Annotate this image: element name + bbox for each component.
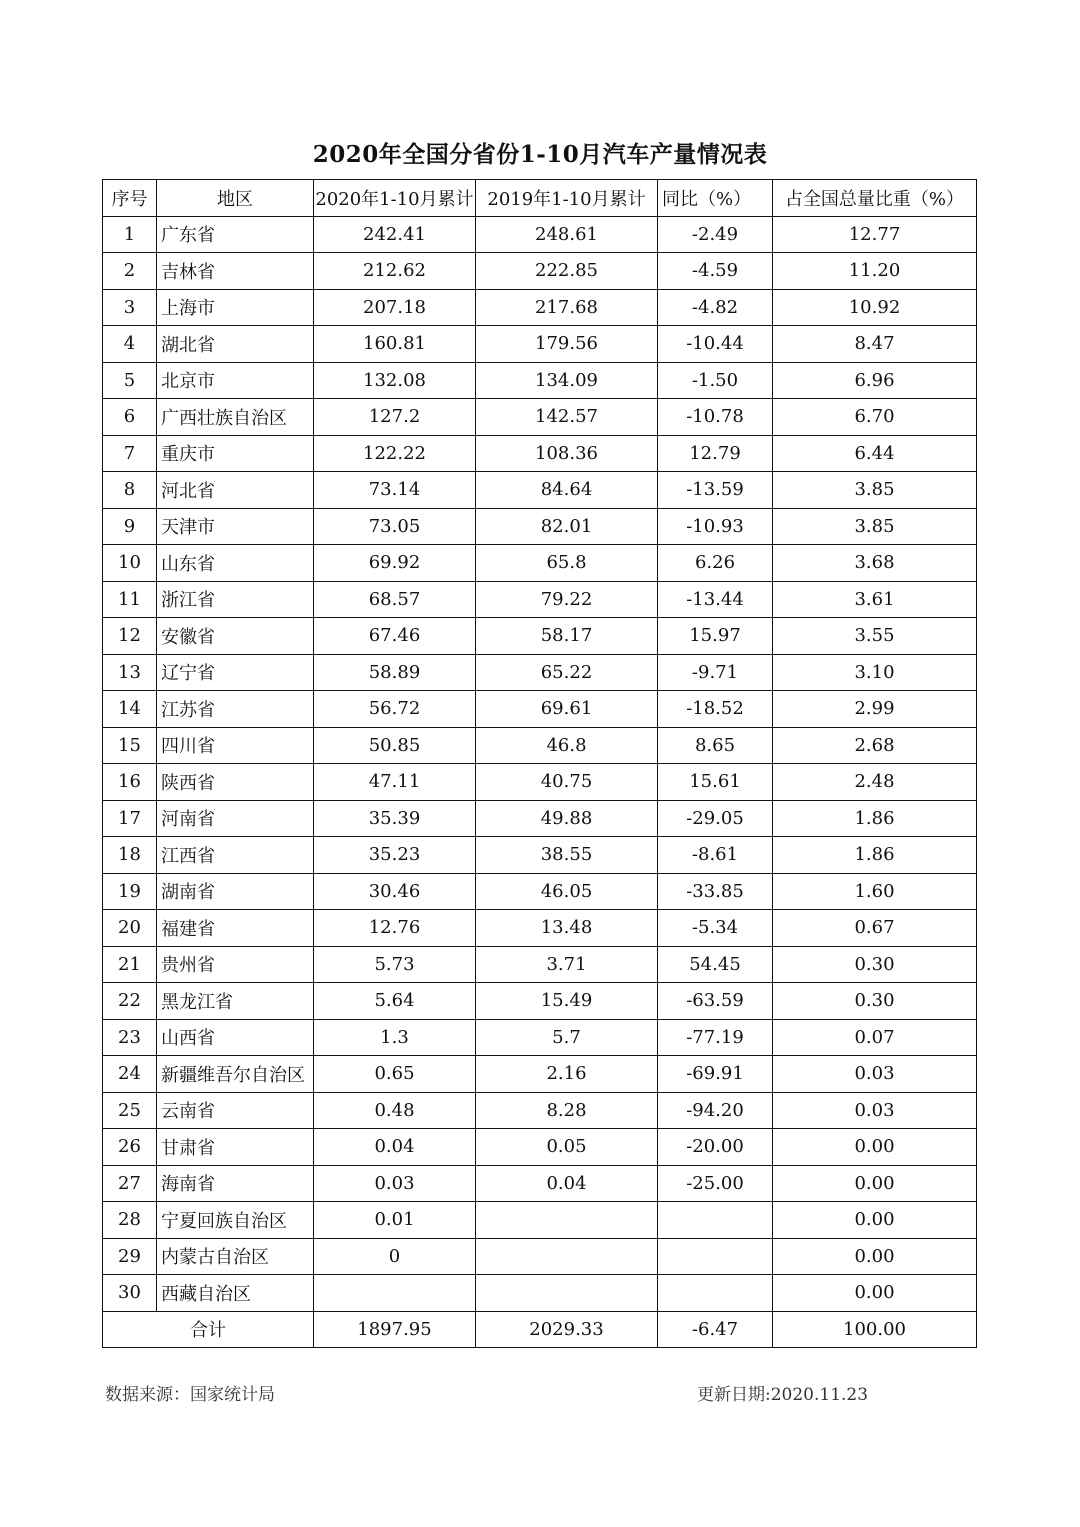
header-region: 地区 (157, 180, 314, 217)
cell-share: 0.30 (773, 946, 977, 983)
cell-index: 26 (103, 1129, 157, 1166)
cell-index: 17 (103, 800, 157, 837)
cell-index: 5 (103, 362, 157, 399)
cell-index: 19 (103, 873, 157, 910)
cell-index: 29 (103, 1238, 157, 1275)
table-row (103, 1056, 977, 1093)
update-date: 更新日期:2020.11.23 (697, 1385, 869, 1405)
cell-yoy: -4.59 (658, 253, 773, 290)
data-source: 数据来源：国家统计局 (105, 1385, 275, 1405)
cell-yoy: 15.61 (658, 764, 773, 801)
cell-2020: 68.57 (314, 581, 476, 618)
total-yoy: -6.47 (658, 1311, 773, 1348)
cell-index: 24 (103, 1056, 157, 1093)
total-2020: 1897.95 (314, 1311, 476, 1348)
cell-yoy: -69.91 (658, 1056, 773, 1093)
cell-2020: 122.22 (314, 435, 476, 472)
cell-share: 0.00 (773, 1165, 977, 1202)
cell-2019: 65.22 (476, 654, 658, 691)
cell-index: 9 (103, 508, 157, 545)
page-title: 2020年全国分省份1-10月汽车产量情况表 (312, 141, 768, 168)
cell-2019: 40.75 (476, 764, 658, 801)
cell-yoy: -1.50 (658, 362, 773, 399)
cell-yoy: -20.00 (658, 1129, 773, 1166)
cell-share: 0.30 (773, 983, 977, 1020)
cell-region: 湖北省 (157, 326, 314, 363)
cell-share: 0.07 (773, 1019, 977, 1056)
cell-2019: 79.22 (476, 581, 658, 618)
cell-2020: 5.73 (314, 946, 476, 983)
cell-index: 4 (103, 326, 157, 363)
cell-region: 吉林省 (157, 253, 314, 290)
cell-yoy: -77.19 (658, 1019, 773, 1056)
cell-index: 7 (103, 435, 157, 472)
cell-yoy: -18.52 (658, 691, 773, 728)
header-2020: 2020年1-10月累计 (314, 180, 476, 217)
cell-yoy: -10.44 (658, 326, 773, 363)
production-table (102, 179, 977, 1348)
cell-yoy: 12.79 (658, 435, 773, 472)
cell-share: 0.03 (773, 1092, 977, 1129)
cell-region: 内蒙古自治区 (157, 1238, 314, 1275)
cell-share: 10.92 (773, 289, 977, 326)
cell-2019: 2.16 (476, 1056, 658, 1093)
cell-2019: 82.01 (476, 508, 658, 545)
cell-index: 10 (103, 545, 157, 582)
cell-2020: 0 (314, 1238, 476, 1275)
cell-2020: 69.92 (314, 545, 476, 582)
cell-region: 上海市 (157, 289, 314, 326)
cell-region: 辽宁省 (157, 654, 314, 691)
cell-2019: 15.49 (476, 983, 658, 1020)
cell-region: 湖南省 (157, 873, 314, 910)
cell-2019: 84.64 (476, 472, 658, 509)
cell-2020: 0.48 (314, 1092, 476, 1129)
cell-2020: 0.65 (314, 1056, 476, 1093)
cell-2019: 142.57 (476, 399, 658, 436)
cell-index: 1 (103, 216, 157, 253)
cell-2020: 73.05 (314, 508, 476, 545)
cell-share: 3.85 (773, 472, 977, 509)
cell-2019: 179.56 (476, 326, 658, 363)
cell-index: 6 (103, 399, 157, 436)
cell-region: 江苏省 (157, 691, 314, 728)
cell-2019: 49.88 (476, 800, 658, 837)
cell-region: 广东省 (157, 216, 314, 253)
cell-yoy: -2.49 (658, 216, 773, 253)
cell-2020: 73.14 (314, 472, 476, 509)
cell-2020: 0.03 (314, 1165, 476, 1202)
cell-share: 1.60 (773, 873, 977, 910)
cell-region: 河北省 (157, 472, 314, 509)
cell-yoy: 54.45 (658, 946, 773, 983)
cell-2020: 0.01 (314, 1202, 476, 1239)
cell-region: 云南省 (157, 1092, 314, 1129)
cell-yoy: -10.78 (658, 399, 773, 436)
cell-yoy (658, 1275, 773, 1312)
cell-region: 北京市 (157, 362, 314, 399)
cell-index: 13 (103, 654, 157, 691)
cell-2019: 108.36 (476, 435, 658, 472)
cell-region: 河南省 (157, 800, 314, 837)
cell-2020: 67.46 (314, 618, 476, 655)
cell-2019: 8.28 (476, 1092, 658, 1129)
table-row (103, 727, 977, 764)
cell-2019: 134.09 (476, 362, 658, 399)
cell-region: 海南省 (157, 1165, 314, 1202)
cell-2019: 0.05 (476, 1129, 658, 1166)
cell-2020: 30.46 (314, 873, 476, 910)
cell-index: 30 (103, 1275, 157, 1312)
cell-2020: 127.2 (314, 399, 476, 436)
cell-region: 陕西省 (157, 764, 314, 801)
cell-yoy: 6.26 (658, 545, 773, 582)
cell-share: 3.55 (773, 618, 977, 655)
cell-yoy (658, 1202, 773, 1239)
cell-index: 28 (103, 1202, 157, 1239)
total-row (103, 1311, 977, 1348)
cell-2019: 65.8 (476, 545, 658, 582)
cell-share: 0.00 (773, 1129, 977, 1166)
cell-2020: 1.3 (314, 1019, 476, 1056)
cell-2020: 58.89 (314, 654, 476, 691)
table-row (103, 399, 977, 436)
cell-index: 23 (103, 1019, 157, 1056)
table-row (103, 618, 977, 655)
total-2019: 2029.33 (476, 1311, 658, 1348)
cell-index: 15 (103, 727, 157, 764)
cell-2019: 46.05 (476, 873, 658, 910)
cell-index: 18 (103, 837, 157, 874)
cell-index: 16 (103, 764, 157, 801)
cell-index: 2 (103, 253, 157, 290)
cell-2019: 217.68 (476, 289, 658, 326)
cell-yoy: -8.61 (658, 837, 773, 874)
table-row (103, 691, 977, 728)
cell-2019: 3.71 (476, 946, 658, 983)
table-row (103, 326, 977, 363)
cell-2019: 46.8 (476, 727, 658, 764)
cell-yoy: -10.93 (658, 508, 773, 545)
cell-share: 0.67 (773, 910, 977, 947)
cell-share: 3.85 (773, 508, 977, 545)
cell-2020: 56.72 (314, 691, 476, 728)
cell-2019: 222.85 (476, 253, 658, 290)
total-label: 合计 (103, 1311, 314, 1348)
cell-index: 8 (103, 472, 157, 509)
cell-2019: 38.55 (476, 837, 658, 874)
cell-share: 12.77 (773, 216, 977, 253)
cell-share: 2.99 (773, 691, 977, 728)
cell-yoy: -5.34 (658, 910, 773, 947)
cell-share: 1.86 (773, 800, 977, 837)
cell-share: 3.61 (773, 581, 977, 618)
cell-index: 12 (103, 618, 157, 655)
cell-index: 27 (103, 1165, 157, 1202)
total-share: 100.00 (773, 1311, 977, 1348)
table-row (103, 910, 977, 947)
cell-2020: 35.39 (314, 800, 476, 837)
cell-region: 安徽省 (157, 618, 314, 655)
cell-index: 21 (103, 946, 157, 983)
cell-share: 0.00 (773, 1275, 977, 1312)
cell-2020: 50.85 (314, 727, 476, 764)
table-row (103, 1019, 977, 1056)
cell-region: 山西省 (157, 1019, 314, 1056)
table-row (103, 1129, 977, 1166)
cell-region: 浙江省 (157, 581, 314, 618)
table-row (103, 253, 977, 290)
table-row (103, 800, 977, 837)
cell-region: 黑龙江省 (157, 983, 314, 1020)
cell-2020: 212.62 (314, 253, 476, 290)
cell-region: 天津市 (157, 508, 314, 545)
table-row (103, 435, 977, 472)
table-row (103, 545, 977, 582)
cell-share: 3.68 (773, 545, 977, 582)
cell-share: 1.86 (773, 837, 977, 874)
cell-yoy: -94.20 (658, 1092, 773, 1129)
cell-region: 甘肃省 (157, 1129, 314, 1166)
cell-region: 西藏自治区 (157, 1275, 314, 1312)
cell-yoy: 8.65 (658, 727, 773, 764)
cell-2019: 0.04 (476, 1165, 658, 1202)
cell-index: 20 (103, 910, 157, 947)
cell-share: 0.00 (773, 1238, 977, 1275)
cell-region: 山东省 (157, 545, 314, 582)
cell-region: 江西省 (157, 837, 314, 874)
cell-2019: 58.17 (476, 618, 658, 655)
cell-2020: 12.76 (314, 910, 476, 947)
table-row (103, 472, 977, 509)
table-row (103, 289, 977, 326)
cell-2020: 47.11 (314, 764, 476, 801)
table-row (103, 946, 977, 983)
table-row (103, 1165, 977, 1202)
cell-index: 14 (103, 691, 157, 728)
table-row (103, 1275, 977, 1312)
cell-yoy: -4.82 (658, 289, 773, 326)
cell-2019: 13.48 (476, 910, 658, 947)
cell-index: 3 (103, 289, 157, 326)
cell-2019 (476, 1238, 658, 1275)
cell-yoy: -13.59 (658, 472, 773, 509)
cell-region: 宁夏回族自治区 (157, 1202, 314, 1239)
cell-2020: 35.23 (314, 837, 476, 874)
cell-index: 25 (103, 1092, 157, 1129)
cell-2019 (476, 1202, 658, 1239)
header-index: 序号 (103, 180, 157, 217)
header-row (103, 180, 977, 217)
cell-2020: 0.04 (314, 1129, 476, 1166)
cell-2020: 5.64 (314, 983, 476, 1020)
cell-yoy: -25.00 (658, 1165, 773, 1202)
cell-share: 6.96 (773, 362, 977, 399)
cell-region: 新疆维吾尔自治区 (157, 1056, 314, 1093)
cell-share: 0.00 (773, 1202, 977, 1239)
cell-2019: 248.61 (476, 216, 658, 253)
cell-2020 (314, 1275, 476, 1312)
table-row (103, 873, 977, 910)
table-row (103, 983, 977, 1020)
cell-share: 6.70 (773, 399, 977, 436)
cell-region: 福建省 (157, 910, 314, 947)
header-yoy: 同比（%） (658, 180, 773, 217)
cell-region: 四川省 (157, 727, 314, 764)
cell-region: 贵州省 (157, 946, 314, 983)
table-row (103, 362, 977, 399)
table-row (103, 654, 977, 691)
table-row (103, 1238, 977, 1275)
table-row (103, 837, 977, 874)
cell-2020: 132.08 (314, 362, 476, 399)
cell-share: 2.48 (773, 764, 977, 801)
cell-yoy: -9.71 (658, 654, 773, 691)
table-row (103, 1202, 977, 1239)
cell-2019: 5.7 (476, 1019, 658, 1056)
cell-2020: 160.81 (314, 326, 476, 363)
table-row (103, 764, 977, 801)
cell-2020: 207.18 (314, 289, 476, 326)
cell-share: 3.10 (773, 654, 977, 691)
cell-yoy: 15.97 (658, 618, 773, 655)
cell-index: 22 (103, 983, 157, 1020)
cell-2019: 69.61 (476, 691, 658, 728)
cell-share: 8.47 (773, 326, 977, 363)
cell-yoy: -29.05 (658, 800, 773, 837)
table-row (103, 216, 977, 253)
table-row (103, 508, 977, 545)
cell-yoy: -13.44 (658, 581, 773, 618)
cell-share: 6.44 (773, 435, 977, 472)
cell-yoy: -33.85 (658, 873, 773, 910)
cell-share: 0.03 (773, 1056, 977, 1093)
cell-region: 广西壮族自治区 (157, 399, 314, 436)
cell-share: 2.68 (773, 727, 977, 764)
cell-share: 11.20 (773, 253, 977, 290)
cell-index: 11 (103, 581, 157, 618)
table-row (103, 1092, 977, 1129)
header-share: 占全国总量比重（%） (773, 180, 977, 217)
cell-yoy (658, 1238, 773, 1275)
header-2019: 2019年1-10月累计 (476, 180, 658, 217)
cell-yoy: -63.59 (658, 983, 773, 1020)
cell-2020: 242.41 (314, 216, 476, 253)
cell-2019 (476, 1275, 658, 1312)
table-row (103, 581, 977, 618)
cell-region: 重庆市 (157, 435, 314, 472)
